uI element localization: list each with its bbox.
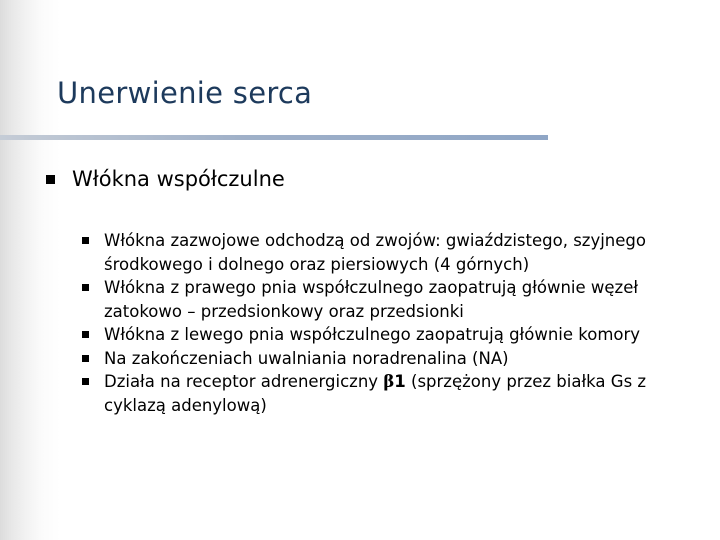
beta-subscript-one: 1: [394, 372, 406, 391]
square-bullet-icon: [82, 284, 89, 291]
title-underline: [0, 135, 548, 140]
text-before-beta: Działa na receptor adrenergiczny: [104, 372, 384, 391]
text-after-beta: (sprzężony przez białka Gs z cyklazą adenylową): [104, 372, 647, 415]
beta-symbol: β: [383, 372, 395, 391]
square-bullet-icon: [82, 378, 89, 385]
list-item-text: Włókna z prawego pnia współczulnego zaopatrują głównie węzeł zatokowo – przedsionkowy oraz przedsionki: [104, 278, 639, 321]
square-bullet-icon: [46, 175, 55, 184]
list-item-text: Włókna z lewego pnia współczulnego zaopatrują głównie komory: [104, 325, 641, 344]
list-item: [82, 229, 702, 276]
list-item: [82, 347, 702, 371]
slide-title: Unerwienie serca: [57, 76, 313, 110]
list-item: [82, 276, 702, 323]
list-item: [82, 323, 702, 347]
sub-bullet-list: [82, 229, 702, 417]
list-item-text: [104, 370, 702, 417]
level1-text: Włókna współczulne: [72, 167, 285, 191]
square-bullet-icon: [82, 237, 89, 244]
square-bullet-icon: [82, 355, 89, 362]
list-item: [82, 370, 702, 417]
square-bullet-icon: [82, 331, 89, 338]
list-item-text: Na zakończeniach uwalniania noradrenalina (NA): [104, 348, 509, 368]
list-item-text: Włókna zazwojowe odchodzą od zwojów: gwiaździstego, szyjnego środkowego i dolnego oraz piersiowych (4 górnych): [104, 231, 646, 274]
